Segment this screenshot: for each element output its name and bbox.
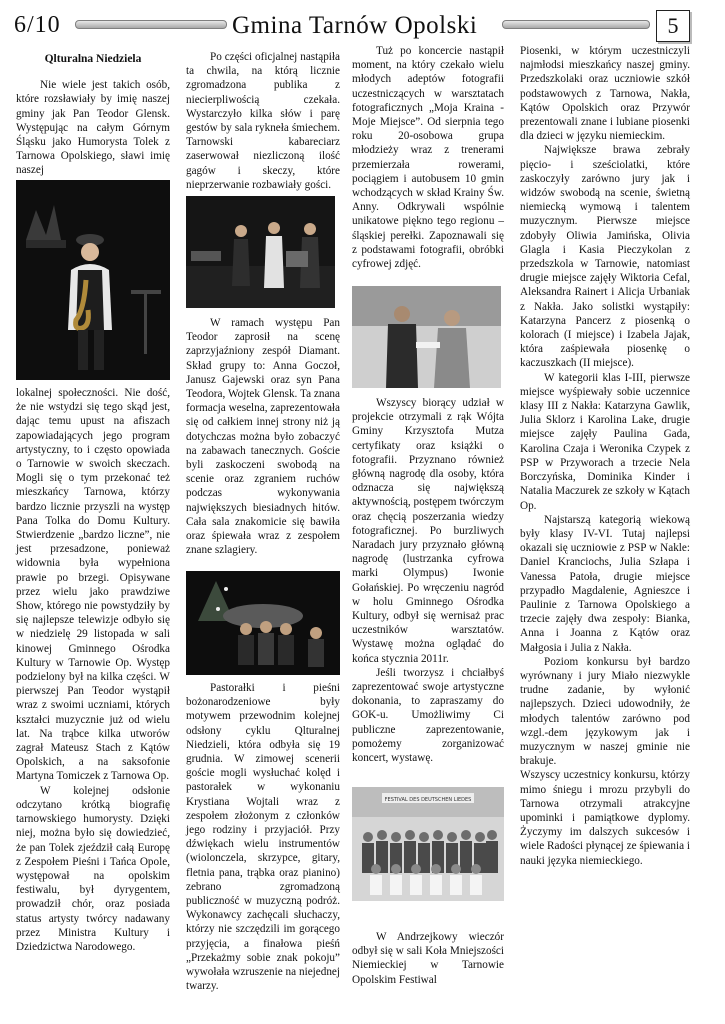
header-rule-left [75, 20, 227, 29]
photo-award-ceremony [352, 286, 501, 388]
paragraph: W kategorii klas I-III, pierwsze miejsce wyśpiewały sobie uczennice klasy III z Nakła: Katarzyna Gawlik, Julia Sklorz i Karolina Lake, drugie miejsce zajęły Paulina Gada, Karolina Czaja i Weronika Czypek z PSP w Przyworach a trzecie Nela Borczyńska, Dominika Kinder i Natalia Maczurek ze szkoły w Kątach Op. [520, 371, 690, 512]
paragraph: Jeśli tworzysz i chciałbyś zaprezentować swoje artystyczne dokonania, to zapraszamy do GOK-u. Umożliwimy Ci publiczne zaprezentowanie, pomożemy zorganizować koncert, wystawę. [352, 666, 504, 765]
column-3-middle [352, 396, 504, 765]
column-3-top [352, 44, 504, 271]
column-4 [520, 44, 690, 868]
paragraph: W Andrzejkowy wieczór odbył się w sali Koła Mniejszości Niemieckiej w Tarnowie Opolskim Festiwal [352, 931, 504, 986]
page-number: 5 [656, 10, 690, 42]
paragraph: W kolejnej odsłonie odczytano krótką biografię tarnowskiego humorysty. Dzięki niej, można było się dowiedzieć, że pan Tolek zjeździł całą Europę z Zespołem Pieśni i Tańca Opole, występował na opolskim festiwalu, był dyrygentem, prowadził chór, oraz posiada status artysty twórcy nadawany przez Ministra Kultury i Dziedzictwa Narodowego. [16, 784, 170, 953]
paragraph: Wszyscy uczestnicy konkursu, którzy mimo śniegu i mrozu przybyli do Tarnowa otrzymali atrakcyjne upominki i pamiątkowe dyplomy. Życzymy im dalszych sukcesów i wiele Radości płynącej ze śpiewania i nauki języka niemieckiego. [520, 769, 690, 867]
paragraph: Pastorałki i pieśni bożonarodzeniowe były motywem przewodnim kolejnej odsłony cyklu Qlturalnej Niedzieli, która odbyła się 19 grudnia. W zimowej scenerii goście mogli wysłuchać kolęd i pastorałek w wykonaniu Krystiana Wojtali wraz z zespołem złożonym z członków jego rodziny i przyjaciół. Przy dźwiękach wielu instrumentów (wiolonczela, skrzypce, gitary, fletnia pana, trąbka oraz pianino) zebrano zgromadzoną publiczność w muzyczną podróż. Wykonawcy zachęcali słuchaczy, którzy nie szczędzili im gorącego przyjęcia, a finałowa pieśń „Przekażmy sobie znak pokoju” wywołała wzruszenie na niejednej twarzy. [186, 682, 340, 993]
paragraph: Piosenki, w którym uczestniczyli najmłodsi mieszkańcy naszej gminy. Przedszkolaki oraz uczniowie szkół podstawowych z Tarnowa, Nakła, Kątów Opolskich oraz Przywór prezentowali znane i lubiane piosenki dla dzieci w języku niemieckim. [520, 45, 690, 143]
paragraph: Największe brawa zebrały pięcio- i sześciolatki, które zaskoczyły zarówno jury jak i widzów swobodą na scenie, świetną niemiecką wymową i talentem muzycznym. Pierwsze miejsce zdobyły Oliwia Jamińska, Olivia Glagla i Kasia Pieczykolan z przedszkola w Tarnowie, natomiast drugie miejsce zajęły Wiktoria Cefal, Aleksandra Rainert i Alicja Urbaniak z Nakła. Jako solistki wystąpiły: Katarzyna Pancerz z piosenką o kolorach (I miejsce) i Izabela Jajak, która zaśpiewała piosenkę o kaczuszkach (II miejsce). [520, 144, 690, 370]
issue-number: 6/10 [14, 12, 61, 38]
paragraph: W ramach występu Pan Teodor zaprosił na scenę zaprzyjaźniony zespół Diamant. Skład grupy to: Anna Goczoł, Janusz Gajewski oraz syn Pana Teodora, Wojtek Glensk. Ta znana formacja weselna, zaprezentowała się od całkiem innej strony niż ją dotychczas można było zobaczyć na zabawach tanecznych. Goście byli zaskoczeni swobodą na scenie oraz zgraniem ruchów podczas wykonywania największych biesiadnych hitów. Cała sala znakomicie się bawiła oraz śpiewała wraz z zespołem znane szlagiery. [186, 317, 340, 557]
column-1-bottom [16, 386, 170, 954]
paragraph: lokalnej społeczności. Nie dość, że nie wstydzi się tego skąd jest, dając temu upust na afiszach zapowiadających jego program artystyczny, to i często opowiada o Tarnowie w swoich skeczach. Mogli się o tym przekonać też mieszkańcy Tarnowa, którzy bardzo licznie przyszli na występ Pana Tolka do Domu Kultury. Stwierdzenie „bardzo liczne”, nie jest przesadzone, ponieważ widownia była wypełniona prawie po brzegi. Opisywane przez wielu jako prawdziwe Show, którego nie powstydziły by się najlepsze telewizje odbyło się w niedzielę 29 listopada w sali kinowej Gminnego Ośrodka Kultury w Tarnowie Op. Występ podzielony był na kilka części. W pierwszej Pan Teodor wystąpił wraz z swoimi uczniami, których kształci muzycznie już od wielu lat. Na trąbce kilka utworów zagrał Mateusz Stach z Kątów Opolskich, a na saksofonie Martyna Tomiczek z Tarnowa Op. [16, 387, 170, 783]
paragraph: Tuż po koncercie nastąpił moment, na który czekało wielu młodych adeptów fotografii uczestniczących w warsztatach fotograficznych „Moja Kraina - Moje Miejsce”. Od sierpnia tego roku 20-osobowa grupa młodzieży wraz z trenerami przemierzała rowerami, pociągiem i autobusem 10 gmin wchodzących w skład Krainy Św. Anny. Odkrywali wspólnie unikatowe piękno tego regionu – śląskiej perełki. Zapoznawali się z podstawami fotografii, obróbki cyfrowej zdjęć. [352, 45, 504, 271]
photo-band-diamant [186, 196, 335, 308]
column-2-middle [186, 316, 340, 557]
column-3-bottom [352, 930, 504, 987]
paragraph: Wszyscy biorący udział w projekcie otrzymali z rąk Wójta Gminy Krzysztofa Mutza certyfikaty oraz książki o fotografii. Przyznano również główną nagrodę dla osoby, która odznacza się największą aktywnością, postępem twórczym oraz chęcią poszerzania wiedzy fotograficznej. Po burzliwych Naradach jury przyznało główną nagrodę (lustrzanka cyfrowa marki Olympus) Iwonie Gołańskiej. Po wręczeniu nagród w holu Gminnego Ośrodka Kultury, odbył się wernisaż prac uczestników warsztatów. Wystawę można oglądać do końca stycznia 2011r. [352, 397, 504, 665]
paragraph: Nie wiele jest takich osób, które rozsławiały by imię naszej gminy jak Pan Teodor Glensk. Występując na całym Górnym Śląsku jako Humorysta Tolek z Tarnowa Opolskiego, sławi imię naszej [16, 79, 170, 177]
paragraph: Po części oficjalnej nastąpiła ta chwila, na którą licznie zgromadzona publika z niecierpliwością czekała. Wystarczyło kilka słów i parę gestów by sala rykneła śmiechem. Tarnowski kabareciarz zaserwował niezliczoną ilość gagów i skeczy, które nieprzerwanie rozbawiały gości. [186, 51, 340, 191]
photo-carol-concert [186, 571, 340, 675]
paragraph: Poziom konkursu był bardzo wyrównany i jury Miało niezwykle trudne zadanie, by wyłonić najlepszych. Dzieci udowodniły, że młodych talentów zarówno pod wzgl.-dem językowym jak i muzycznym w naszej gminie nie brakuje. [520, 655, 690, 768]
article-title: Qlturalna Niedziela [44, 53, 142, 65]
paragraph: Najstarszą kategorią wiekową były klasy IV-VI. Tutaj najlepsi okazali się uczniowie z PSP w Nakle: Daniel Kranciochs, Julia Szłapa i Vanessa Patoła, drugie miejsce przypadło Magdalenie, Agnieszce i Paulinie z Tarnowa Opolskiego a trzecie zajęły dwa zespoły: Bianka, Anna i Joanna z Kątów oraz Małgosia i Julia z Nakła. [520, 513, 690, 654]
page-title: Gmina Tarnów Opolski [232, 12, 478, 39]
header-rule-right [502, 20, 650, 29]
photo-saxophone-player [16, 180, 170, 380]
festival-banner-text: FESTIVAL DES DEUTSCHEN LIEDES [384, 797, 472, 803]
photo-song-festival-group [352, 787, 504, 901]
column-2-top [186, 50, 340, 192]
column-1-top [16, 50, 170, 178]
column-2-bottom [186, 681, 340, 993]
